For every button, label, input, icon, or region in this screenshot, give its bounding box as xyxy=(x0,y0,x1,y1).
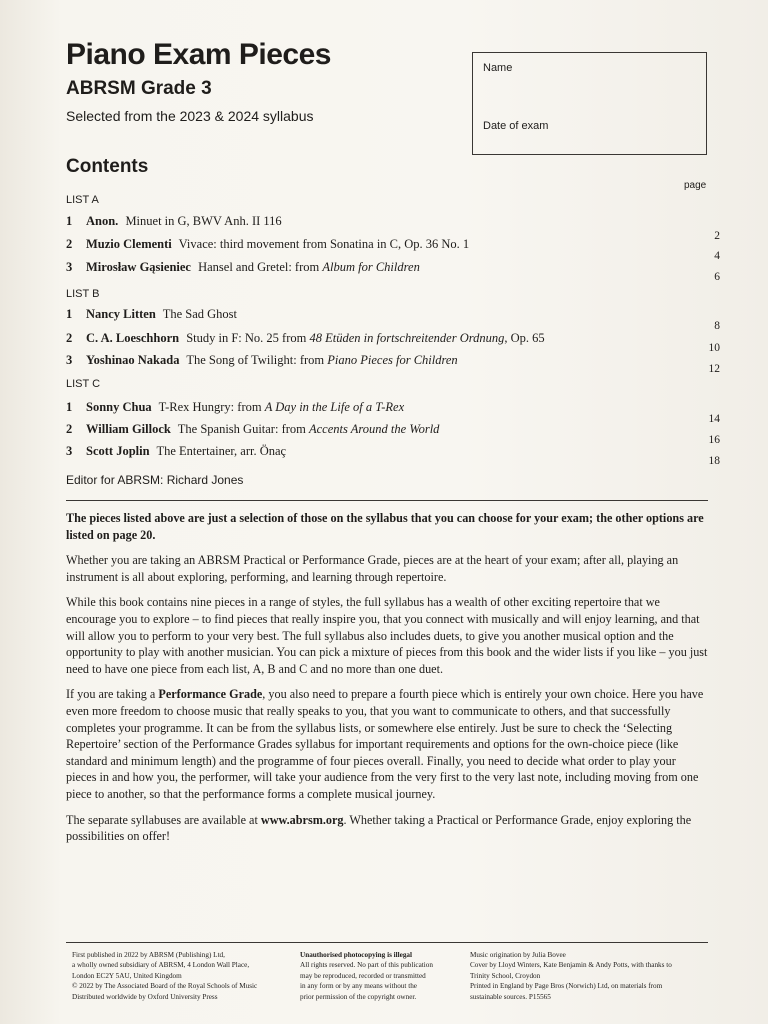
footer-line: in any form or by any means without the xyxy=(300,982,417,991)
composer: Scott Joplin xyxy=(86,444,150,458)
page-title: Piano Exam Pieces xyxy=(66,38,331,71)
footer-credits xyxy=(470,950,715,1002)
name-label: Name xyxy=(483,62,513,74)
item-number: 3 xyxy=(66,260,73,274)
list-item xyxy=(66,237,469,252)
piece-title: Minuet in G, BWV Anh. II 116 xyxy=(125,214,282,228)
piece-title: Hansel and Gretel: from xyxy=(198,260,323,274)
piece-title: The Song of Twilight: from xyxy=(186,353,328,367)
footer-copyright xyxy=(300,950,465,1002)
composer: Sonny Chua xyxy=(86,400,152,414)
piece-title: T-Rex Hungry: from xyxy=(158,400,265,414)
divider xyxy=(66,500,708,501)
name-date-box xyxy=(472,52,707,155)
footer-line: sustainable sources. P15565 xyxy=(470,992,551,1001)
list-a-heading: LIST A xyxy=(66,194,99,206)
page-number: 16 xyxy=(708,434,720,446)
selection-note: The pieces listed above are just a selection of those on the syllabus that you can choose for your exam; the other options are listed on page 20. xyxy=(66,511,704,542)
list-item xyxy=(66,214,282,229)
footer-publisher xyxy=(72,950,292,1002)
footer-line: Printed in England by Page Bros (Norwich) Ltd, on materials from xyxy=(470,982,663,991)
footer-line: Trinity School, Croydon xyxy=(470,971,541,980)
item-number: 1 xyxy=(66,307,73,321)
item-number: 2 xyxy=(66,331,73,345)
list-item xyxy=(66,444,286,459)
footer-line: First published in 2022 by ABRSM (Publishing) Ltd, xyxy=(72,951,225,959)
composer: William Gillock xyxy=(86,422,171,436)
list-item xyxy=(66,260,420,275)
item-number: 2 xyxy=(66,422,73,436)
page-number: 2 xyxy=(714,230,720,242)
collection-title: 48 Etüden in fortschreitender Ordnung xyxy=(309,331,505,345)
footer-line: Cover by Lloyd Winters, Kate Benjamin & Andy Potts, with thanks to xyxy=(470,961,672,970)
page-column-label: page xyxy=(684,180,707,191)
paragraph xyxy=(66,812,708,845)
collection-title: A Day in the Life of a T-Rex xyxy=(264,400,405,414)
footer-divider xyxy=(66,942,708,943)
date-label: Date of exam xyxy=(483,120,549,132)
introduction-text xyxy=(66,510,708,854)
piece-title: The Spanish Guitar: from xyxy=(177,422,309,436)
performance-grade-term: Performance Grade xyxy=(158,687,263,702)
text-run: . Whether taking a Practical or Performance Grade, enjoy exploring the possibilities on offer! xyxy=(66,812,692,844)
list-b-heading: LIST B xyxy=(66,288,100,300)
text-run: If you are taking a xyxy=(66,687,159,702)
composer: Muzio Clementi xyxy=(86,237,172,251)
piece-title: Study in F: No. 25 from xyxy=(186,331,310,345)
text-run: The separate syllabuses are available at xyxy=(66,812,261,827)
collection-title: Accents Around the World xyxy=(309,422,440,436)
grade-subtitle: ABRSM Grade 3 xyxy=(66,78,212,99)
piece-title: Vivace: third movement from Sonatina in C, Op. 36 No. 1 xyxy=(178,237,470,251)
collection-title: Album for Children xyxy=(322,260,420,274)
footer-line: Music origination by Julia Bovee xyxy=(470,951,566,959)
paragraph: Whether you are taking an ABRSM Practical or Performance Grade, pieces are at the heart of your exam; after all, playing an instrument is all about exploring, performing, and learning through repertoire. xyxy=(66,553,679,584)
text-run: , you also need to prepare a fourth piece which is entirely your own choice. Here you have even more freedom to choose music that really speaks to you, that you want to communicate to others, and that successfully completes your programme. It can be from the syllabus lists, or somewhere else entirely. Just be sure to check the ‘Selecting Repertoire’ section of the Performance Grades syllabus for important requirements and options for the own-choice piece (like standard and minimum length) and the programme of four pieces overall. Finally, you need to decide what order to play your pieces in and how you, the performer, will take your audience from the very first to the very last note, including moving from one piece to another, so that the performance forms a complete musical journey. xyxy=(66,687,704,801)
syllabus-tagline: Selected from the 2023 & 2024 syllabus xyxy=(66,108,314,124)
item-number: 2 xyxy=(66,237,73,251)
page-number: 6 xyxy=(714,271,720,283)
editor-credit: Editor for ABRSM: Richard Jones xyxy=(66,473,244,487)
footer-line: a wholly owned subsidiary of ABRSM, 4 London Wall Place, xyxy=(72,961,250,970)
piece-title: The Entertainer, arr. Önaç xyxy=(156,444,287,458)
item-number: 3 xyxy=(66,444,73,458)
website-link[interactable]: www.abrsm.org xyxy=(260,812,344,827)
page-number: 10 xyxy=(708,342,720,354)
list-c-heading: LIST C xyxy=(66,378,101,390)
footer-line: London EC2Y 5AU, United Kingdom xyxy=(72,971,182,980)
item-number: 3 xyxy=(66,353,73,367)
footer-heading: Unauthorised photocopying is illegal xyxy=(300,951,413,959)
list-item xyxy=(66,307,237,322)
list-item xyxy=(66,353,458,368)
footer-line: prior permission of the copyright owner. xyxy=(300,992,417,1001)
footer-line: may be reproduced, recorded or transmitted xyxy=(300,971,426,980)
item-number: 1 xyxy=(66,400,73,414)
page-number: 14 xyxy=(708,413,720,425)
item-number: 1 xyxy=(66,214,73,228)
composer: Yoshinao Nakada xyxy=(86,353,180,367)
paragraph: While this book contains nine pieces in a range of styles, the full syllabus has a wealth of other exciting repertoire that we encourage you to explore – to find pieces that really inspire you, that you connect with musically and will enjoy learning, and that will allow you to perform to your very best. The full syllabus also includes duets, to give you another musical option and the opportunity to play with another musician. You can pick a mixture of pieces from this book and the wider lists if you like – you just need to have one piece from each list, A, B and C and no more than one duet. xyxy=(66,595,708,676)
page-number: 8 xyxy=(714,320,720,332)
piece-title: The Sad Ghost xyxy=(162,307,238,321)
opus-suffix: , Op. 65 xyxy=(504,331,545,345)
composer: C. A. Loeschhorn xyxy=(86,331,180,345)
footer-line: © 2022 by The Associated Board of the Royal Schools of Music xyxy=(72,982,258,991)
contents-heading: Contents xyxy=(66,156,149,177)
list-item xyxy=(66,400,404,415)
page-number: 4 xyxy=(714,250,720,262)
footer-line: All rights reserved. No part of this publication xyxy=(300,961,433,970)
page-number: 18 xyxy=(708,455,720,467)
collection-title: Piano Pieces for Children xyxy=(327,353,458,367)
list-item xyxy=(66,422,439,437)
composer: Nancy Litten xyxy=(86,307,156,321)
composer: Anon. xyxy=(86,214,119,228)
list-item xyxy=(66,331,545,346)
composer: Mirosław Gąsieniec xyxy=(86,260,191,274)
page-number: 12 xyxy=(708,363,720,375)
footer-line: Distributed worldwide by Oxford University Press xyxy=(72,992,218,1001)
paragraph xyxy=(66,686,708,802)
